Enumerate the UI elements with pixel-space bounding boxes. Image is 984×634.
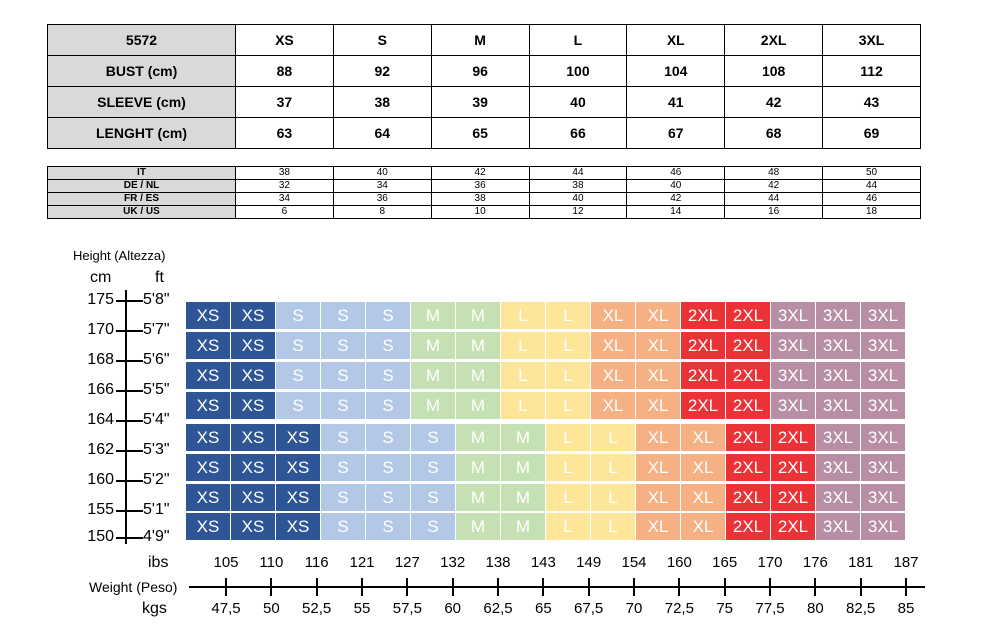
height-axis-line	[125, 290, 127, 544]
size-cell: 3XL	[816, 332, 860, 359]
table-cell: 34	[333, 180, 431, 193]
height-tick	[116, 390, 143, 392]
size-cell: XS	[276, 454, 320, 481]
size-cell: 2XL	[726, 392, 770, 419]
size-cell: XL	[591, 392, 635, 419]
size-cell: 2XL	[771, 424, 815, 451]
size-cell: M	[456, 332, 500, 359]
size-cell: XS	[186, 362, 230, 389]
weight-lbs-label: 160	[666, 554, 692, 571]
size-cell: M	[501, 454, 545, 481]
size-cell: 2XL	[726, 484, 770, 511]
size-cell: 3XL	[861, 513, 905, 540]
size-cell: L	[546, 484, 590, 511]
size-cell: 3XL	[816, 454, 860, 481]
size-cell: L	[501, 362, 545, 389]
table-cell: 42	[725, 180, 823, 193]
size-cell: 3XL	[816, 362, 860, 389]
size-cell: XL	[636, 454, 680, 481]
size-cell: L	[591, 513, 635, 540]
size-cell: XL	[636, 302, 680, 329]
weight-tick	[724, 578, 726, 596]
table-cell: 14	[627, 206, 725, 219]
table-cell: 92	[333, 56, 431, 87]
size-cell: 2XL	[726, 302, 770, 329]
height-unit-ft: ft	[155, 269, 164, 286]
row-label: UK / US	[48, 206, 236, 219]
row-label: BUST (cm)	[48, 56, 236, 87]
size-cell: XS	[231, 362, 275, 389]
size-cell: XL	[636, 332, 680, 359]
size-cell: 3XL	[771, 362, 815, 389]
header-cell: L	[529, 25, 627, 56]
size-cell: L	[546, 362, 590, 389]
size-cell: XL	[591, 332, 635, 359]
size-cell: M	[501, 513, 545, 540]
size-cell: S	[321, 362, 365, 389]
header-cell: 3XL	[823, 25, 921, 56]
table-cell: 40	[333, 167, 431, 180]
weight-tick	[905, 578, 907, 596]
weight-kgs-label: 65	[534, 600, 552, 617]
table-cell: 42	[431, 167, 529, 180]
table-cell: 36	[333, 193, 431, 206]
header-cell: 2XL	[725, 25, 823, 56]
weight-tick	[361, 578, 363, 596]
size-cell: M	[411, 392, 455, 419]
size-cell: L	[501, 392, 545, 419]
size-cell: 2XL	[726, 513, 770, 540]
weight-kgs-label: 52,5	[302, 600, 332, 617]
table-cell: 38	[529, 180, 627, 193]
size-cell: 2XL	[726, 362, 770, 389]
weight-lbs-label: 121	[349, 554, 375, 571]
size-cell: L	[591, 454, 635, 481]
weight-tick	[270, 578, 272, 596]
size-cell: XS	[231, 302, 275, 329]
size-cell: XL	[636, 424, 680, 451]
size-cell: XL	[681, 484, 725, 511]
size-cell: S	[321, 332, 365, 359]
header-cell: S	[333, 25, 431, 56]
weight-tick	[678, 578, 680, 596]
table-cell: 6	[236, 206, 334, 219]
size-cell: 3XL	[771, 392, 815, 419]
header-cell: M	[431, 25, 529, 56]
table-cell: 38	[431, 193, 529, 206]
weight-kgs-label: 77,5	[755, 600, 785, 617]
size-cell: M	[456, 454, 500, 481]
size-cell: 3XL	[816, 392, 860, 419]
height-ft-label: 5'5"	[143, 381, 170, 398]
weight-tick	[497, 578, 499, 596]
weight-tick	[769, 578, 771, 596]
size-cell: S	[276, 302, 320, 329]
size-cell: S	[321, 513, 365, 540]
size-cell: L	[546, 454, 590, 481]
weight-axis-title: Weight (Peso)	[89, 579, 178, 595]
size-cell: XS	[231, 484, 275, 511]
table-cell: 112	[823, 56, 921, 87]
table-row	[48, 193, 921, 206]
size-cell: M	[456, 362, 500, 389]
weight-kgs-label: 62,5	[483, 600, 513, 617]
weight-lbs-label: 176	[802, 554, 828, 571]
weight-lbs-label: 116	[304, 554, 329, 571]
weight-lbs-label: 170	[757, 554, 783, 571]
size-cell: L	[546, 392, 590, 419]
row-label: FR / ES	[48, 193, 236, 206]
table-cell: 68	[725, 118, 823, 149]
size-cell: XS	[186, 513, 230, 540]
size-cell: S	[366, 424, 410, 451]
size-cell: L	[591, 424, 635, 451]
size-cell: 3XL	[816, 484, 860, 511]
size-cell: S	[366, 392, 410, 419]
size-cell: 3XL	[861, 424, 905, 451]
size-cell: 2XL	[771, 513, 815, 540]
size-cell: S	[366, 454, 410, 481]
size-cell: 2XL	[681, 362, 725, 389]
size-cell: S	[411, 424, 455, 451]
height-cm-label: 162	[87, 441, 114, 458]
size-cell: S	[276, 362, 320, 389]
weight-lbs-label: 110	[259, 554, 284, 571]
header-cell: XL	[627, 25, 725, 56]
size-cell: XL	[636, 392, 680, 419]
table-cell: 10	[431, 206, 529, 219]
weight-kgs-label: 57,5	[392, 600, 422, 617]
weight-lbs-label: 138	[485, 554, 511, 571]
size-cell: S	[321, 392, 365, 419]
row-label: LENGHT (cm)	[48, 118, 236, 149]
size-cell: L	[501, 302, 545, 329]
row-label: IT	[48, 167, 236, 180]
table-cell: 64	[333, 118, 431, 149]
weight-tick	[814, 578, 816, 596]
height-ft-label: 5'6"	[143, 351, 170, 368]
size-cell: XL	[636, 362, 680, 389]
size-cell: XL	[681, 513, 725, 540]
table-cell: 108	[725, 56, 823, 87]
table-cell: 104	[627, 56, 725, 87]
size-cell: M	[456, 424, 500, 451]
table-cell: 40	[529, 193, 627, 206]
weight-tick	[860, 578, 862, 596]
height-cm-label: 175	[87, 291, 114, 308]
table-cell: 44	[823, 180, 921, 193]
table-cell: 69	[823, 118, 921, 149]
size-cell: M	[411, 362, 455, 389]
weight-kgs-label: 67,5	[574, 600, 604, 617]
table-cell: 44	[529, 167, 627, 180]
table-row	[48, 167, 921, 180]
size-cell: XS	[231, 513, 275, 540]
size-cell: 3XL	[861, 484, 905, 511]
table-cell: 100	[529, 56, 627, 87]
table-cell: 39	[431, 87, 529, 118]
size-cell: 2XL	[726, 424, 770, 451]
size-cell: S	[276, 392, 320, 419]
table-cell: 42	[725, 87, 823, 118]
size-cell: 3XL	[861, 332, 905, 359]
size-cell: XL	[681, 424, 725, 451]
size-cell: 3XL	[816, 513, 860, 540]
size-cell: M	[411, 332, 455, 359]
size-grid	[186, 302, 906, 540]
table-row	[48, 87, 921, 118]
size-cell: XL	[681, 454, 725, 481]
size-cell: XS	[186, 484, 230, 511]
table-cell: 16	[725, 206, 823, 219]
size-cell: S	[276, 332, 320, 359]
size-conversion-table	[47, 166, 921, 219]
height-cm-label: 170	[87, 321, 114, 338]
weight-kgs-label: 50	[262, 600, 280, 617]
weight-lbs-label: 143	[530, 554, 556, 571]
size-cell: 2XL	[681, 332, 725, 359]
size-cell: M	[456, 513, 500, 540]
height-ft-label: 5'2"	[143, 471, 170, 488]
weight-kgs-label: 80	[806, 600, 824, 617]
table-row	[48, 56, 921, 87]
weight-kgs-label: 82,5	[846, 600, 876, 617]
size-cell: S	[411, 484, 455, 511]
size-cell: XS	[276, 484, 320, 511]
size-cell: 2XL	[681, 302, 725, 329]
size-cell: XS	[231, 454, 275, 481]
size-cell: S	[321, 484, 365, 511]
size-cell: S	[411, 513, 455, 540]
table-cell: 32	[236, 180, 334, 193]
table-row	[48, 118, 921, 149]
height-cm-label: 150	[87, 528, 114, 545]
size-cell: XL	[591, 302, 635, 329]
height-cm-label: 155	[87, 501, 114, 518]
size-cell: 2XL	[771, 454, 815, 481]
size-cell: 3XL	[816, 424, 860, 451]
weight-tick	[633, 578, 635, 596]
size-cell: XS	[231, 424, 275, 451]
table-cell: 44	[725, 193, 823, 206]
table-row	[48, 206, 921, 219]
size-cell: 2XL	[726, 454, 770, 481]
measurement-table	[47, 24, 921, 149]
height-ft-label: 5'4"	[143, 411, 170, 428]
height-ft-label: 5'3"	[143, 441, 170, 458]
weight-lbs-label: 165	[712, 554, 738, 571]
row-label: SLEEVE (cm)	[48, 87, 236, 118]
table-cell: 43	[823, 87, 921, 118]
weight-kgs-label: 85	[897, 600, 915, 617]
table-cell: 42	[627, 193, 725, 206]
weight-lbs-label: 132	[440, 554, 466, 571]
size-cell: XS	[186, 424, 230, 451]
size-cell: L	[546, 332, 590, 359]
table-cell: 50	[823, 167, 921, 180]
weight-kgs-label: 47,5	[211, 600, 241, 617]
height-tick	[116, 480, 143, 482]
size-cell: 2XL	[726, 332, 770, 359]
size-cell: M	[456, 392, 500, 419]
size-cell: XS	[186, 332, 230, 359]
size-cell: XS	[186, 302, 230, 329]
size-cell: 3XL	[771, 302, 815, 329]
height-axis-title: Height (Altezza)	[73, 248, 166, 263]
size-cell: XS	[231, 332, 275, 359]
size-cell: L	[546, 513, 590, 540]
table-cell: 38	[333, 87, 431, 118]
size-cell: S	[321, 302, 365, 329]
table-cell: 40	[529, 87, 627, 118]
header-cell: 5572	[48, 25, 236, 56]
size-cell: S	[366, 513, 410, 540]
table-cell: 46	[823, 193, 921, 206]
size-cell: L	[546, 302, 590, 329]
weight-kgs-label: 75	[716, 600, 733, 617]
height-ft-label: 5'1"	[143, 501, 170, 518]
weight-tick	[452, 578, 454, 596]
weight-tick	[225, 578, 227, 596]
size-cell: M	[456, 302, 500, 329]
size-cell: 3XL	[861, 392, 905, 419]
weight-tick	[316, 578, 318, 596]
table-cell: 65	[431, 118, 529, 149]
size-cell: 2XL	[681, 392, 725, 419]
size-cell: 3XL	[771, 332, 815, 359]
header-cell: XS	[236, 25, 334, 56]
weight-tick	[588, 578, 590, 596]
row-label: DE / NL	[48, 180, 236, 193]
size-cell: XL	[636, 513, 680, 540]
size-cell: L	[591, 484, 635, 511]
size-cell: XS	[231, 392, 275, 419]
weight-lbs-label: 127	[394, 554, 420, 571]
table-cell: 37	[236, 87, 334, 118]
table-cell: 34	[236, 193, 334, 206]
height-tick	[116, 300, 143, 302]
table-cell: 38	[236, 167, 334, 180]
size-cell: 3XL	[861, 362, 905, 389]
size-cell: 3XL	[816, 302, 860, 329]
weight-lbs-label: 154	[621, 554, 647, 571]
weight-kgs-label: 55	[353, 600, 371, 617]
table-header-row	[48, 25, 921, 56]
size-cell: XS	[276, 513, 320, 540]
size-cell: S	[366, 362, 410, 389]
table-cell: 18	[823, 206, 921, 219]
weight-lbs-label: 105	[213, 554, 239, 571]
height-tick	[116, 420, 143, 422]
size-cell: M	[501, 424, 545, 451]
weight-kgs-label: 60	[444, 600, 461, 617]
size-cell: XS	[276, 424, 320, 451]
size-cell: S	[366, 332, 410, 359]
size-cell: M	[501, 484, 545, 511]
size-cell: M	[456, 484, 500, 511]
size-cell: XL	[591, 362, 635, 389]
weight-lbs-label: 187	[893, 554, 919, 571]
size-cell: S	[411, 454, 455, 481]
height-tick	[116, 510, 143, 512]
height-unit-cm: cm	[90, 269, 112, 286]
size-cell: L	[501, 332, 545, 359]
height-tick	[116, 537, 143, 539]
height-ft-label: 5'7"	[143, 321, 170, 338]
height-ft-label: 4'9"	[143, 528, 170, 545]
height-cm-label: 166	[87, 381, 114, 398]
height-cm-label: 168	[87, 351, 114, 368]
size-cell: M	[411, 302, 455, 329]
size-cell: XL	[636, 484, 680, 511]
table-cell: 8	[333, 206, 431, 219]
weight-lbs-label: 181	[848, 554, 874, 571]
height-tick	[116, 450, 143, 452]
weight-kgs-label: 70	[625, 600, 643, 617]
size-cell: XS	[186, 392, 230, 419]
table-cell: 40	[627, 180, 725, 193]
size-cell: 2XL	[771, 484, 815, 511]
table-cell: 41	[627, 87, 725, 118]
table-cell: 36	[431, 180, 529, 193]
table-cell: 96	[431, 56, 529, 87]
size-cell: S	[321, 424, 365, 451]
table-cell: 12	[529, 206, 627, 219]
table-row	[48, 180, 921, 193]
size-cell: 3XL	[861, 454, 905, 481]
size-cell: 3XL	[861, 302, 905, 329]
weight-unit-lbs: ibs	[148, 554, 169, 571]
table-cell: 66	[529, 118, 627, 149]
weight-tick	[406, 578, 408, 596]
weight-kgs-label: 72,5	[664, 600, 694, 617]
height-cm-label: 164	[87, 411, 114, 428]
height-cm-label: 160	[87, 471, 114, 488]
size-cell: L	[546, 424, 590, 451]
weight-lbs-label: 149	[576, 554, 602, 571]
table-cell: 46	[627, 167, 725, 180]
height-tick	[116, 360, 143, 362]
weight-unit-kgs: kgs	[142, 600, 167, 617]
size-cell: XS	[186, 454, 230, 481]
table-cell: 48	[725, 167, 823, 180]
table-cell: 88	[236, 56, 334, 87]
height-tick	[116, 330, 143, 332]
size-cell: S	[366, 484, 410, 511]
size-cell: S	[366, 302, 410, 329]
table-cell: 63	[236, 118, 334, 149]
height-ft-label: 5'8"	[143, 291, 170, 308]
size-cell: S	[321, 454, 365, 481]
table-cell: 67	[627, 118, 725, 149]
weight-tick	[542, 578, 544, 596]
